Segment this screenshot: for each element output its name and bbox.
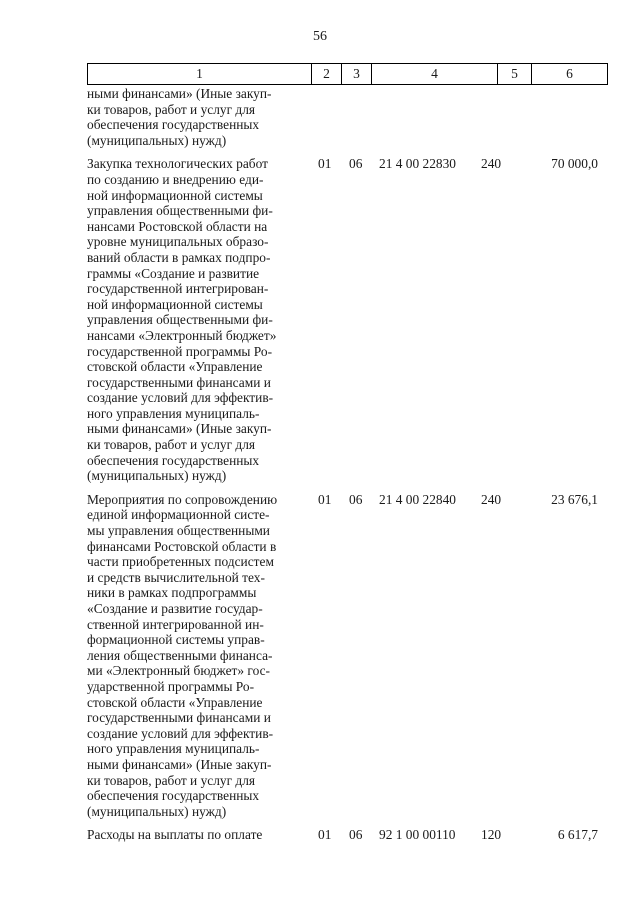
table-row xyxy=(87,827,606,843)
row-description: Расходы на выплаты по оплате xyxy=(87,827,263,843)
row-vr: 240 xyxy=(481,491,502,507)
header-col-2: 2 xyxy=(311,64,341,84)
row-vr: 120 xyxy=(481,827,502,843)
header-col-1: 1 xyxy=(196,66,203,81)
header-col-5: 5 xyxy=(497,64,531,84)
header-col-6: 6 xyxy=(531,64,607,84)
row-sum: 23 676,1 xyxy=(551,491,598,507)
row-sum: 70 000,0 xyxy=(551,156,598,172)
row-rz: 01 xyxy=(318,491,332,507)
row-sum: 6 617,7 xyxy=(557,827,598,843)
row-description: ными финансами» (Иные закуп- ки товаров, работ и услуг для обеспечения государственных (муниципальных) нужд) xyxy=(87,86,272,148)
table-row xyxy=(87,156,606,483)
row-description: Закупка технологических работ по созданию и внедрению еди- ной информационной системы управления общественными фи- нансами Ростовской области на уровне муниципальных образо- ваний области в рамках подпро- граммы «Создание и развитие государственной интегрирован- ной информационной системы управления общественными фи- нансами «Электронный бюджет» государственной программы Ро- стовской области «Управление государственными финансами и создание условий для эффектив- ного управления муниципаль- ными финансами» (Иные закуп- ки товаров, работ и услуг для обеспечения государственных (муниципальных) нужд) xyxy=(87,156,277,484)
row-description: Мероприятия по сопровождению единой информационной систе- мы управления общественными финансами Ростовской области в части приобретенных подсистем и средств вычислительной тех- ники в рамках подпрограммы «Создание и развитие государ- ственной интегрированной ин- формационной системы управ- ления общественными финанса- ми «Электронный бюджет» гос- ударственной программы Ро- стовской области «Управление государственными финансами и создание условий для эффектив- ного управления муниципаль- ными финансами» (Иные закуп- ки товаров, работ и услуг для обеспечения государственных (муниципальных) нужд) xyxy=(87,491,278,819)
table-row xyxy=(87,492,606,819)
header-col-4: 4 xyxy=(371,64,497,84)
row-vr: 240 xyxy=(481,156,502,172)
row-rz: 01 xyxy=(318,827,332,843)
table-body xyxy=(87,86,606,843)
row-csr: 21 4 00 22840 xyxy=(379,491,456,507)
table-header-row xyxy=(87,63,608,85)
row-csr: 92 1 00 00110 xyxy=(379,827,456,843)
row-pr: 06 xyxy=(349,156,363,172)
row-pr: 06 xyxy=(349,827,363,843)
row-pr: 06 xyxy=(349,491,363,507)
table-row xyxy=(87,86,606,148)
row-rz: 01 xyxy=(318,156,332,172)
header-col-3: 3 xyxy=(341,64,371,84)
page-number: 56 xyxy=(313,29,327,44)
row-csr: 21 4 00 22830 xyxy=(379,156,456,172)
